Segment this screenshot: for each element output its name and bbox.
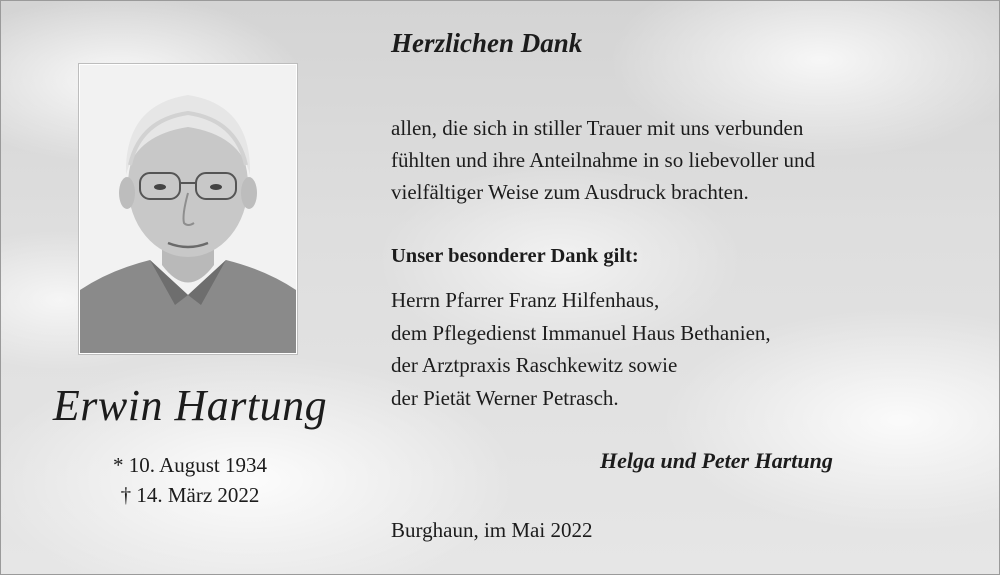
list-item: der Arztpraxis Raschkewitz sowie (391, 353, 678, 377)
paragraph-line: allen, die sich in stiller Trauer mit uns verbunden (391, 116, 804, 140)
special-thanks-heading: Unser besonderer Dank gilt: (391, 245, 639, 267)
paragraph-line: fühlten und ihre Anteilnahme in so liebevoller und (391, 148, 815, 172)
death-date: † 14. März 2022 (120, 483, 260, 507)
paragraph-line: vielfältiger Weise zum Ausdruck brachten. (391, 180, 749, 204)
notice-title: Herzlichen Dank (391, 28, 583, 58)
life-dates (30, 450, 350, 510)
deceased-name: Erwin Hartung (52, 381, 328, 430)
list-item: dem Pflegedienst Immanuel Haus Bethanien, (391, 320, 771, 345)
signature: Helga und Peter Hartung (600, 448, 833, 473)
list-item: Herrn Pfarrer Franz Hilfenhaus, (391, 288, 660, 312)
portrait-photo (79, 64, 297, 354)
special-thanks-list (391, 284, 771, 414)
place-date: Burghaun, im Mai 2022 (391, 518, 593, 542)
thanks-paragraph (391, 112, 951, 208)
birth-date: * 10. August 1934 (112, 453, 267, 477)
list-item: der Pietät Werner Petrasch. (391, 385, 619, 410)
